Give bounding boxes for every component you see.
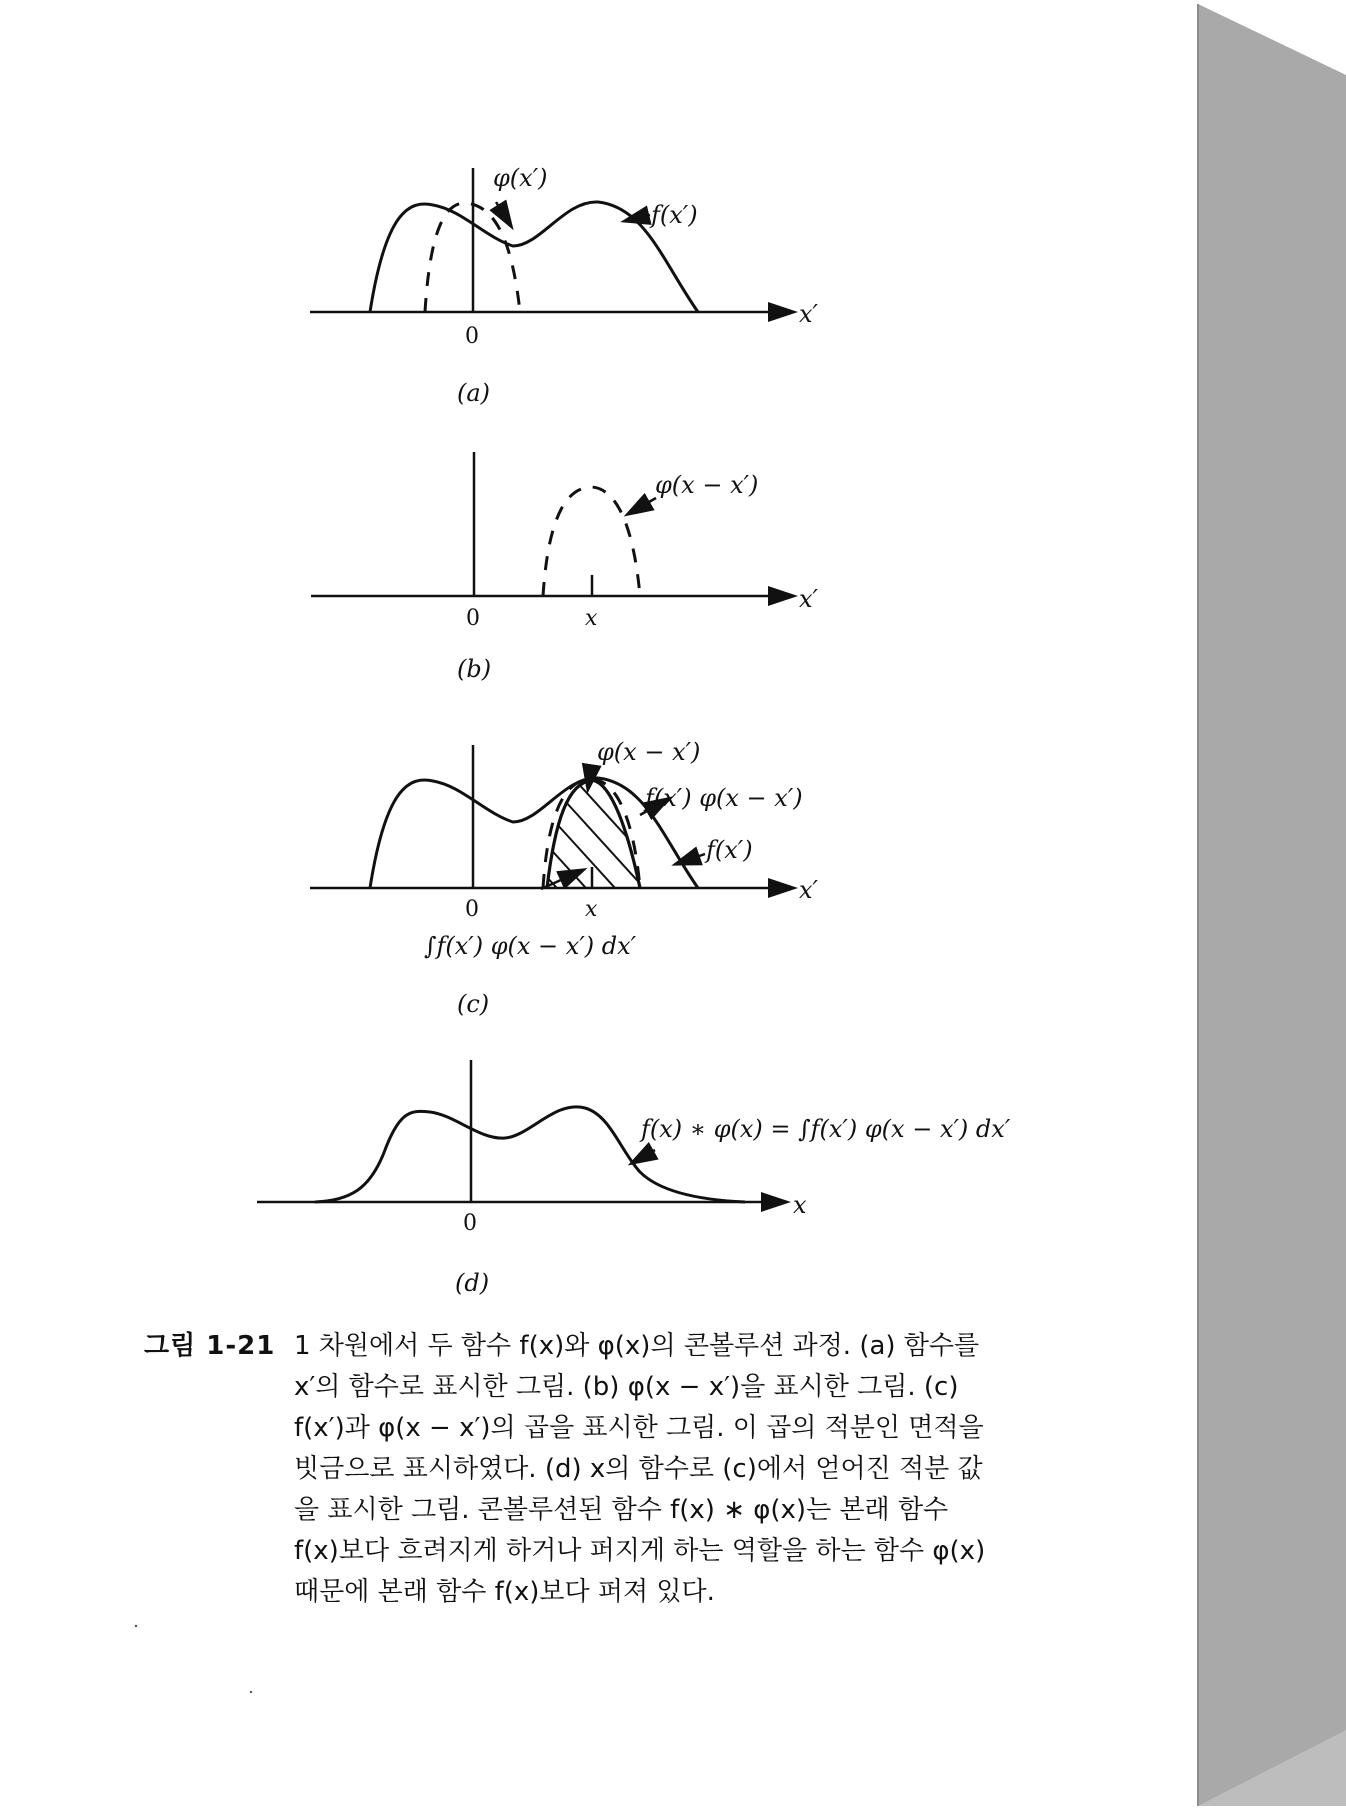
panel-a: [310, 164, 819, 407]
origin-label: 0: [463, 1211, 477, 1236]
phi-label: φ(x′): [493, 164, 548, 192]
panel-caption: (b): [457, 655, 492, 683]
panel-c: [310, 738, 819, 1018]
panel-caption: (a): [457, 379, 491, 407]
f-label: f(x′): [651, 201, 698, 229]
caption-line: 때문에 본래 함수 f(x)보다 퍼져 있다.: [294, 1577, 715, 1607]
panel-b: [311, 452, 819, 683]
integral-label: ∫f(x′) φ(x − x′) dx′: [424, 932, 637, 960]
phi-label: φ(x − x′): [655, 471, 759, 499]
caption-line: 빗금으로 표시하였다. (d) x의 함수로 (c)에서 얻어진 적분 값: [294, 1454, 983, 1484]
product-curve: [547, 780, 640, 888]
caption-text: [294, 1326, 1049, 1613]
f-label: f(x′): [706, 836, 753, 864]
x-label: x: [585, 897, 598, 922]
axis-label: x′: [799, 585, 818, 613]
f-curve: [370, 202, 698, 312]
panel-caption: (d): [455, 1269, 490, 1297]
axis-label: x′: [799, 300, 818, 328]
caption-line: 을 표시한 그림. 콘볼루션된 함수 f(x) ∗ φ(x)는 본래 함수: [294, 1495, 949, 1525]
book-side-panel: [1198, 4, 1346, 1806]
origin-label: 0: [466, 606, 480, 631]
panel-caption: (c): [457, 990, 490, 1018]
axis-label: x′: [799, 876, 818, 904]
caption-line: 1 차원에서 두 함수 f(x)와 φ(x)의 콘볼루션 과정. (a) 함수를: [294, 1331, 980, 1361]
origin-label: 0: [465, 324, 479, 349]
panel-d: [257, 1060, 1011, 1297]
caption-line: x′의 함수로 표시한 그림. (b) φ(x − x′)을 표시한 그림. (c): [294, 1372, 959, 1402]
caption-line: f(x′)과 φ(x − x′)의 곱을 표시한 그림. 이 곱의 적분인 면적을: [294, 1413, 984, 1443]
origin-label: 0: [465, 897, 479, 922]
product-label: f(x′) φ(x − x′): [645, 784, 803, 812]
caption-label: 그림 1-21: [144, 1331, 276, 1361]
x-label: x: [585, 606, 598, 631]
phi-label: φ(x − x′): [597, 738, 701, 766]
caption-line: f(x)보다 흐려지게 하거나 퍼지게 하는 역할을 하는 함수 φ(x): [294, 1536, 986, 1566]
phi-pointer-arrow: [628, 498, 656, 514]
equation-pointer-arrow: [632, 1150, 655, 1163]
convolution-equation: f(x) ∗ φ(x) = ∫f(x′) φ(x − x′) dx′: [641, 1115, 1011, 1143]
phi-pointer-arrow: [588, 769, 591, 789]
phi-pointer-arrow: [496, 202, 511, 226]
axis-label: x: [793, 1191, 807, 1219]
